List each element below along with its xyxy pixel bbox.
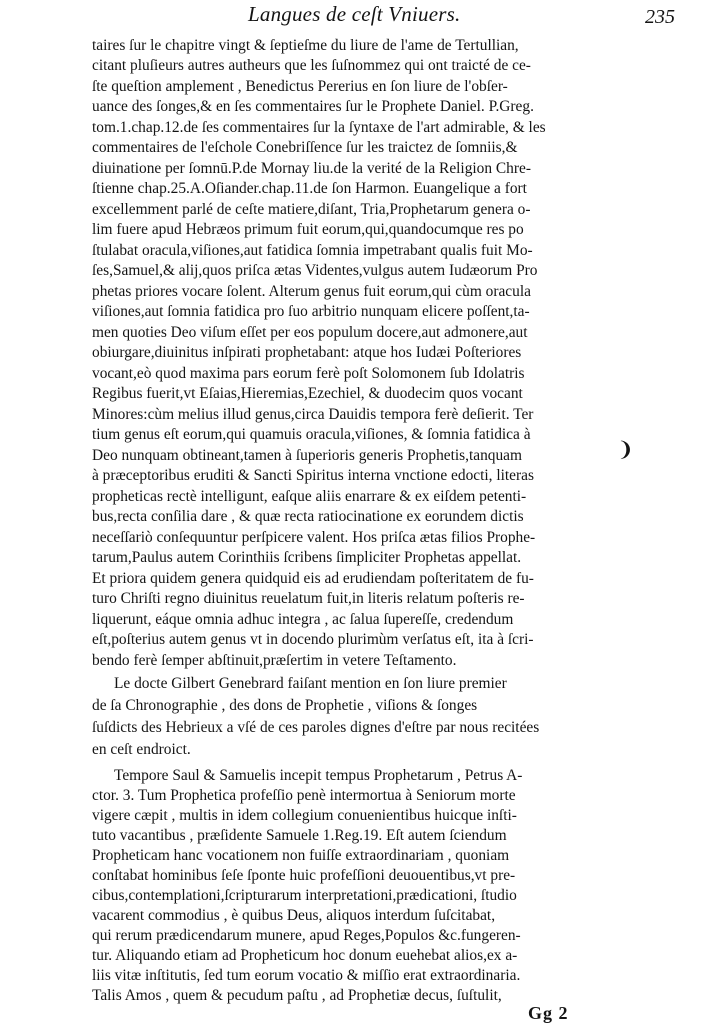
text-line: Minores:cùm melius illud genus,circa Dauidis tempora ferè deſierit. Ter [92,406,534,423]
text-line: ſte queſtion amplement , Benedictus Pererius en ſon liure de l'obſer- [92,78,508,95]
text-line: eſt,poſterius autem genus vt in docendo plurimùm verſatus eſt, ita à ſcri- [92,631,534,648]
text-line: en ceſt endroict. [92,741,191,758]
text-line: phetas priores vocare ſolent. Alterum genus fuit eorum,qui cùm oracula [92,283,531,300]
text-line: qui rerum prædicendarum munere, apud Reges,Populos &c.fungeren- [92,927,521,944]
text-line: ſes,Samuel,& alij,quos priſca ætas Videntes,vulgus autem Iudæorum Pro [92,262,538,279]
text-line: bus,recta conſilia dare , & quæ recta ratiocinatione ex eorundem dictis [92,508,524,525]
text-line: uance des ſonges,& en ſes commentaires ſur le Prophete Daniel. P.Greg. [92,98,534,115]
text-line: tium genus eſt eorum,qui quamuis oracula,viſiones, & ſomnia fatidica à [92,426,531,443]
text-line: excellemment parlé de ceſte matiere,diſant, Tria,Prophetarum genera o- [92,201,531,218]
text-line: liis vitæ inſtitutis, ſed tum eorum vocatio & miſſio erat extraordinaria. [92,967,521,984]
text-line: propheticas rectè intelligunt, eaſque aliis enarrare & ex eiſdem petenti- [92,488,527,505]
text-line: vigere cæpit , multis in idem collegium conuenientibus huicque inſti- [92,807,517,824]
text-line: cibus,contemplationi,ſcripturarum interpretationi,prædicationi, ſtudio [92,887,517,904]
text-line: Regibus fuerit,vt Eſaias,Hieremias,Ezechiel, & duodecim quos vocant [92,385,523,402]
text-line: citant pluſieurs autres autheurs que les ſuſnommez qui ont traicté de ce- [92,57,531,74]
text-line: men quoties Deo viſum eſſet per eos populum docere,aut admonere,aut [92,324,528,341]
page-number: 235 [645,6,675,28]
text-line: de ſa Chronographie , des dons de Prophetie , viſions & ſonges [92,697,478,714]
text-line: bendo ferè ſemper abſtinuit,præſertim in vetere Teſtamento. [92,652,457,669]
margin-mark: ❩ [617,439,634,461]
text-line: ſuſdicts des Hebrieux a vſé de ces paroles dignes d'eſtre par nous recitées [92,719,540,736]
text-line: Le docte Gilbert Genebrard faiſant mention en ſon liure premier [114,675,507,692]
text-line: ſtulabat oracula,viſiones,aut fatidica ſomnia impetrabant qualis fuit Mo- [92,242,533,259]
text-line: vocant,eò quod maxima pars eorum ferè poſt Solomonem ſub Idolatris [92,365,525,382]
text-line: obiurgare,diuinitus inſpirati prophetabant: atque hos Iudæi Poſteriores [92,344,522,361]
text-line: tarum,Paulus autem Corinthiis ſcribens ſimpliciter Prophetas appellat. [92,549,522,566]
signature-mark: Gg 2 [528,1003,569,1023]
text-line: Et priora quidem genera quidquid eis ad erudiendam poſteritatem de fu- [92,570,534,587]
text-line: Propheticam hanc vocationem non fuiſſe extraordinariam , quoniam [92,847,510,864]
text-line: turo Chriſti regno diuinitus reuelatum fuit,in literis relatum poſteris re- [92,590,525,607]
text-line: neceſſariò conſequuntur perſpicere valent. Hos priſca ætas filios Prophe- [92,529,536,546]
text-line: tur. Aliquando etiam ad Propheticum hoc donum euehebat alios,ex a- [92,947,518,964]
text-line: Tempore Saul & Samuelis incepit tempus Prophetarum , Petrus A- [114,767,523,784]
text-line: diuinatione per ſomnū.P.de Mornay liu.de la verité de la Religion Chre- [92,160,531,177]
running-title: Langues de ceſt Vniuers. [248,2,461,26]
text-line: tuto vacantibus , præſidente Samuele 1.Reg.19. Eſt autem ſciendum [92,827,507,844]
text-line: ctor. 3. Tum Prophetica profeſſio penè intermortua à Seniorum morte [92,787,516,804]
text-line: à præceptoribus eruditi & Sancti Spiritus interna vnctione edocti, literas [92,467,534,484]
text-line: vacarent commodius , è quibus Deus, aliquos interdum ſuſcitabat, [92,907,496,924]
text-line: tom.1.chap.12.de ſes commentaires ſur la ſyntaxe de l'art admirable, & les [92,119,546,136]
text-line: viſiones,aut ſomnia fatidica pro ſuo arbitrio nunquam elicere poſſent,ta- [92,303,530,320]
text-line: ſtienne chap.25.A.Oſiander.chap.11.de ſon Harmon. Euangelique a fort [92,180,527,197]
text-line: lim fuere apud Hebræos primum fuit eorum,qui,quandocumque res po [92,221,524,238]
text-line: Deo nunquam obtineant,tamen à ſuperioris generis Prophetis,tanquam [92,447,522,464]
text-line: Talis Amos , quem & pecudum paſtu , ad Prophetiæ decus, ſuſtulit, [92,987,502,1004]
text-line: liquerunt, eáque omnia adhuc integra , ac ſalua ſupereſſe, credendum [92,611,514,628]
text-line: conſtabat hominibus ſeſe ſponte huic profeſſioni deuouentibus,vt pre- [92,867,516,884]
text-line: commentaires de l'eſchole Conebriſſence ſur les traictez de ſomniis,& [92,139,518,156]
text-line: taires ſur le chapitre vingt & ſeptieſme du liure de l'ame de Tertullian, [92,37,519,54]
